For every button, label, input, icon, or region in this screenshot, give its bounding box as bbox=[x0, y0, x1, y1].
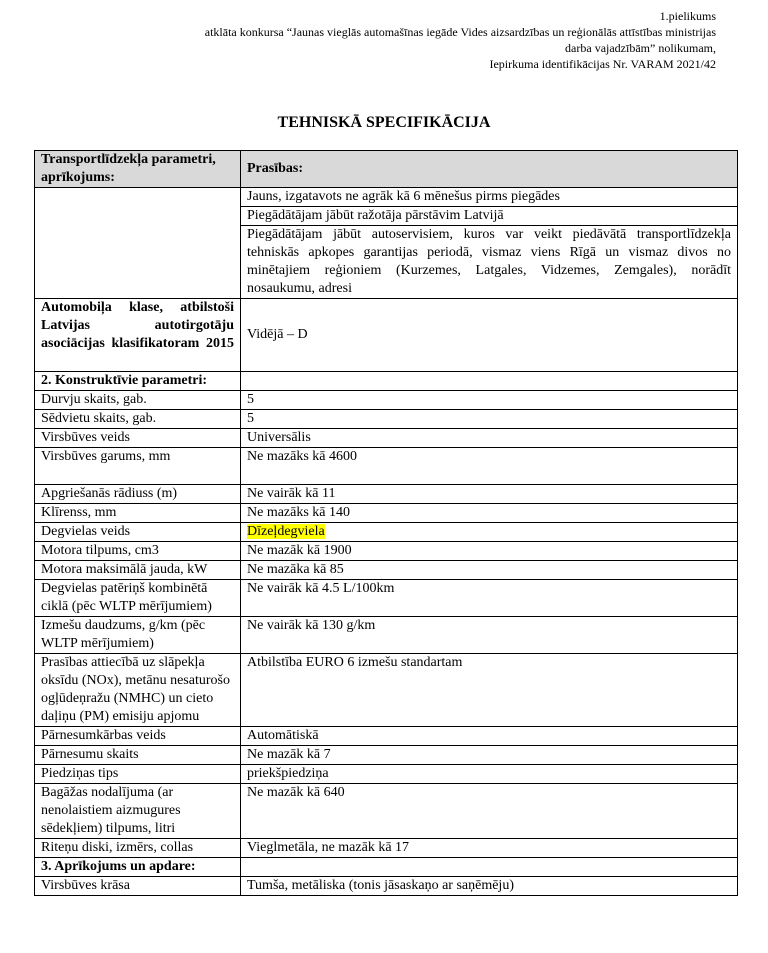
page-title: TEHNISKĀ SPECIFIKĀCIJA bbox=[277, 114, 491, 131]
table-cell-label: Klīrenss, mm bbox=[35, 504, 241, 523]
table-cell: Tumša, metāliska (tonis jāsaskaņo ar saņēmēju) bbox=[241, 877, 738, 896]
table-row bbox=[35, 765, 738, 784]
table-cell-label: Piedziņas tips bbox=[35, 765, 241, 784]
table-cell: Jauns, izgatavots ne agrāk kā 6 mēnešus pirms piegādes bbox=[241, 188, 738, 207]
table-cell-label: Motora maksimālā jauda, kW bbox=[35, 561, 241, 580]
table-cell-label: Degvielas patēriņš kombinētā ciklā (pēc WLTP mērījumiem) bbox=[35, 580, 241, 617]
table-cell-label: Izmešu daudzums, g/km (pēc WLTP mērījumiem) bbox=[35, 617, 241, 654]
table-cell-label: Degvielas veids bbox=[35, 523, 241, 542]
table-row bbox=[35, 580, 738, 617]
table-cell: Ne vairāk kā 130 g/km bbox=[241, 617, 738, 654]
table-cell: Universālis bbox=[241, 429, 738, 448]
procurement-id: Iepirkuma identifikācijas Nr. VARAM 2021/42 bbox=[489, 57, 716, 71]
table-cell: priekšpiedziņa bbox=[241, 765, 738, 784]
table-cell-label: Riteņu diski, izmērs, collas bbox=[35, 839, 241, 858]
table-cell: 5 bbox=[241, 391, 738, 410]
table-row bbox=[35, 410, 738, 429]
table-row bbox=[35, 188, 738, 207]
document-header-note bbox=[76, 8, 716, 72]
table-row bbox=[35, 617, 738, 654]
table-cell: Ne mazāks kā 4600 bbox=[241, 448, 738, 485]
section-title: 3. Aprīkojums un apdare: bbox=[35, 858, 241, 877]
section-row bbox=[35, 858, 738, 877]
table-row bbox=[35, 784, 738, 839]
table-cell: Piegādātājam jābūt ražotāja pārstāvim Latvijā bbox=[241, 207, 738, 226]
table-cell-label: Automobiļa klase, atbilstoši Latvijas autotirgotāju asociācijas klasifikatoram 2015 bbox=[35, 299, 241, 372]
table-cell-label: Sēdvietu skaits, gab. bbox=[35, 410, 241, 429]
table-cell: Ne vairāk kā 4.5 L/100km bbox=[241, 580, 738, 617]
table-row bbox=[35, 654, 738, 727]
table-cell-label: Prasības attiecībā uz slāpekļa oksīdu (NOx), metānu nesaturošo ogļūdeņražu (NMHC) un cieto daļiņu (PM) emisiju apjomu bbox=[35, 654, 241, 727]
table-cell-label: Pārnesumu skaits bbox=[35, 746, 241, 765]
table-cell-label: Pārnesumkārbas veids bbox=[35, 727, 241, 746]
table-cell: Ne mazāk kā 7 bbox=[241, 746, 738, 765]
table-cell bbox=[241, 523, 738, 542]
table-cell-label: Virsbūves krāsa bbox=[35, 877, 241, 896]
table-row bbox=[35, 448, 738, 485]
table-row bbox=[35, 542, 738, 561]
table-row bbox=[35, 504, 738, 523]
specification-table bbox=[34, 150, 738, 896]
table-cell-label: Apgriešanās rādiuss (m) bbox=[35, 485, 241, 504]
tender-title-line: atklāta konkursa “Jaunas vieglās automašīnas iegāde Vides aizsardzības un reģionālās attīstības ministrijas bbox=[204, 25, 716, 39]
table-cell-label: Virsbūves veids bbox=[35, 429, 241, 448]
table-cell: Atbilstība EURO 6 izmešu standartam bbox=[241, 654, 738, 727]
table-row bbox=[35, 877, 738, 896]
column-header-requirements: Prasības: bbox=[241, 151, 738, 188]
table-row bbox=[35, 561, 738, 580]
table-cell: Ne vairāk kā 11 bbox=[241, 485, 738, 504]
regulation-line: darba vajadzībām” nolikumam, bbox=[565, 41, 716, 55]
section-title: 2. Konstruktīvie parametri: bbox=[35, 372, 241, 391]
table-cell: 5 bbox=[241, 410, 738, 429]
table-row bbox=[35, 523, 738, 542]
table-header-row bbox=[35, 151, 738, 188]
table-cell-label: Bagāžas nodalījuma (ar nenolaistiem aizmugures sēdekļiem) tilpums, litri bbox=[35, 784, 241, 839]
table-row bbox=[35, 839, 738, 858]
table-cell: Ne mazāks kā 140 bbox=[241, 504, 738, 523]
highlighted-value: Dīzeļdegviela bbox=[247, 524, 325, 539]
table-cell-empty bbox=[241, 858, 738, 877]
table-row bbox=[35, 727, 738, 746]
table-row bbox=[35, 391, 738, 410]
table-cell-label: Durvju skaits, gab. bbox=[35, 391, 241, 410]
table-cell-empty bbox=[241, 372, 738, 391]
table-row bbox=[35, 746, 738, 765]
table-cell: Piegādātājam jābūt autoservisiem, kuros var veikt piedāvātā transportlīdzekļa tehniskās apkopes garantijas periodā, vismaz viens Rīgā un vismaz divos no minētajiem reģioniem (Kurzemes, Latgales, Vidzemes, Zemgales), norādīt nosaukumu, adresi bbox=[241, 226, 738, 299]
table-cell: Vidējā – D bbox=[241, 299, 738, 372]
table-cell: Automātiskā bbox=[241, 727, 738, 746]
table-cell: Ne mazāka kā 85 bbox=[241, 561, 738, 580]
table-cell: Ne mazāk kā 640 bbox=[241, 784, 738, 839]
table-cell: Ne mazāk kā 1900 bbox=[241, 542, 738, 561]
table-row bbox=[35, 299, 738, 372]
section-row bbox=[35, 372, 738, 391]
table-cell: Vieglmetāla, ne mazāk kā 17 bbox=[241, 839, 738, 858]
appendix-label: 1.pielikums bbox=[659, 9, 716, 23]
table-cell-empty bbox=[35, 188, 241, 299]
table-row bbox=[35, 429, 738, 448]
table-cell-label: Virsbūves garums, mm bbox=[35, 448, 241, 485]
table-cell-label: Motora tilpums, cm3 bbox=[35, 542, 241, 561]
column-header-parameters: Transportlīdzekļa parametri, aprīkojums: bbox=[35, 151, 241, 188]
table-row bbox=[35, 485, 738, 504]
